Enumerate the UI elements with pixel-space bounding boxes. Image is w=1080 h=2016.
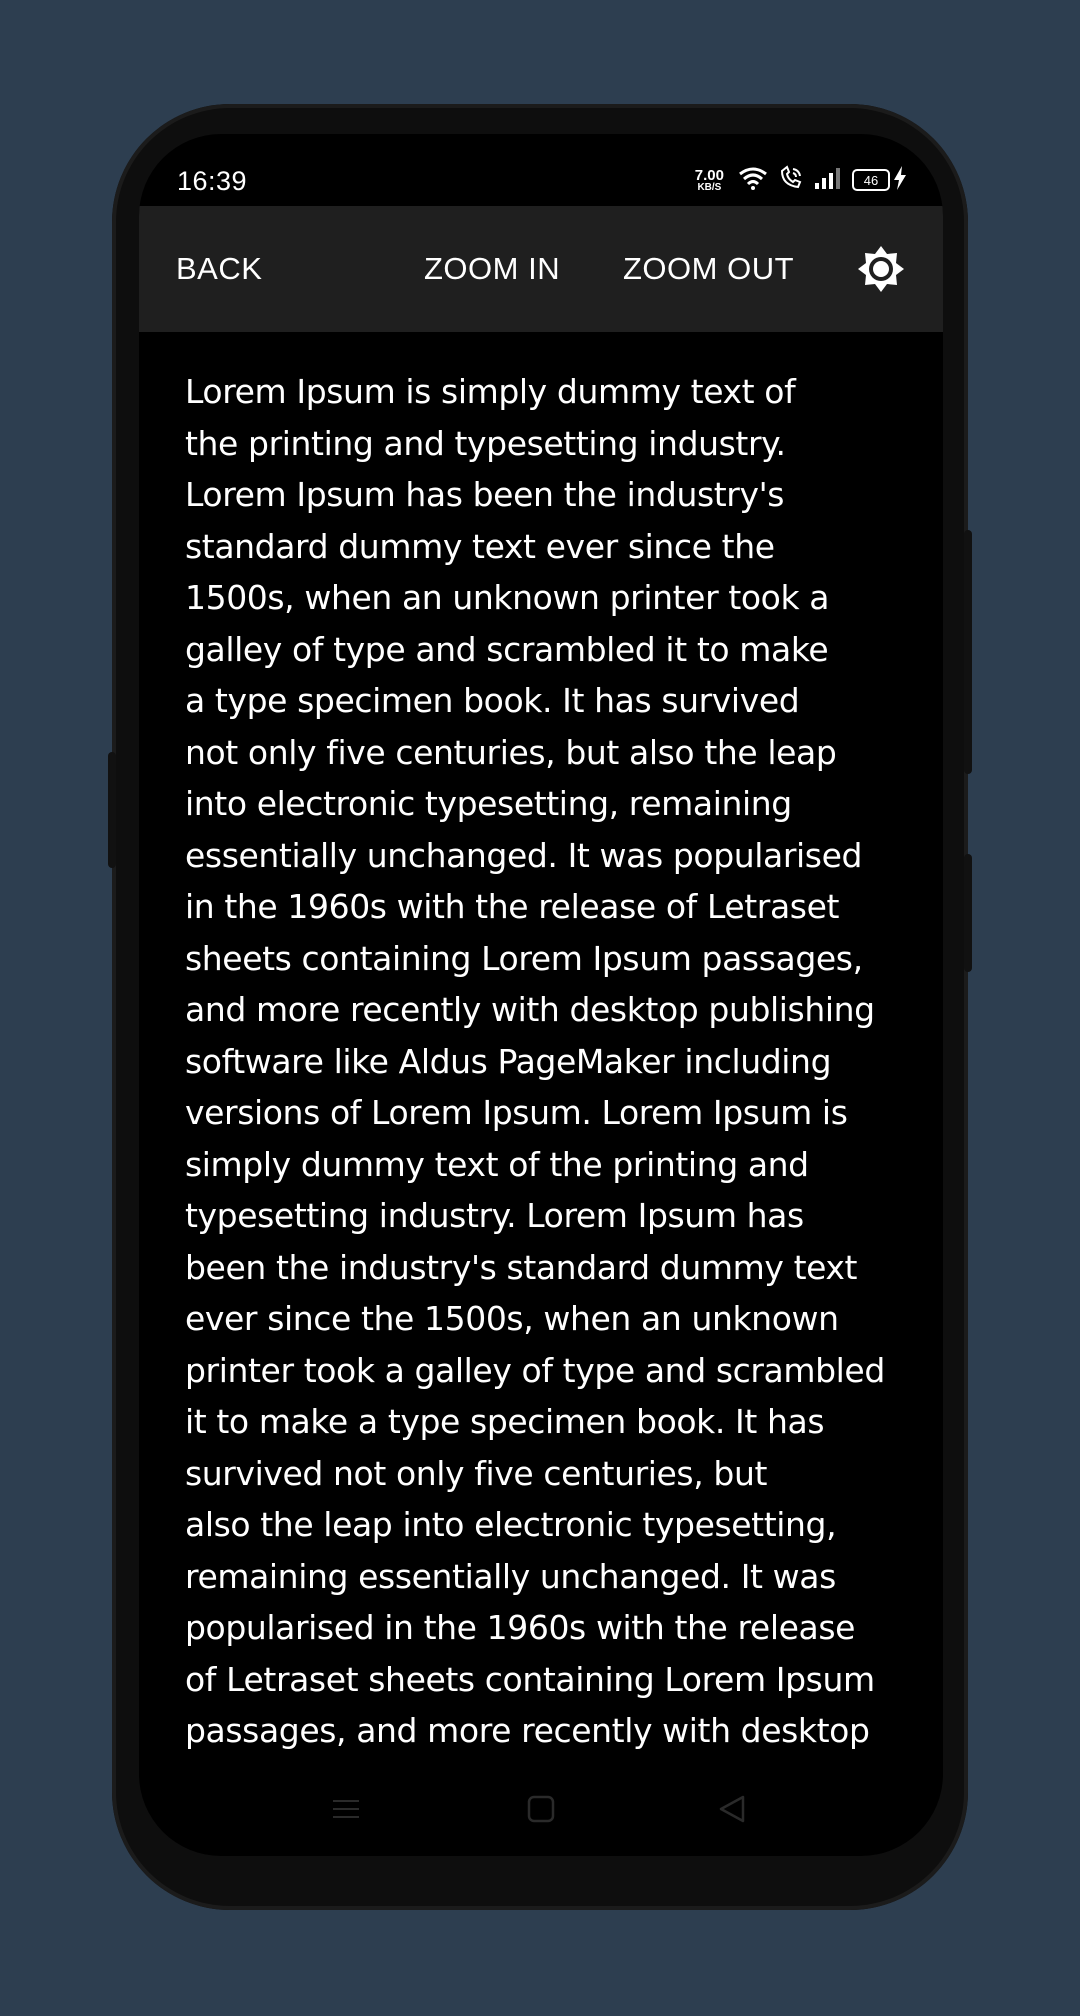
battery-indicator bbox=[852, 166, 907, 195]
text-line: 1500s, when an unknown printer took a bbox=[185, 578, 830, 617]
brightness-icon[interactable] bbox=[856, 206, 906, 332]
text-line: printer took a galley of type and scrambled bbox=[185, 1350, 885, 1390]
text-line: a type specimen book. It has survived bbox=[185, 681, 800, 720]
text-line: not only five centuries, but also the leap bbox=[185, 732, 837, 772]
network-speed bbox=[695, 168, 724, 193]
text-line: essentially unchanged. It was popularised bbox=[185, 835, 863, 875]
text-line: also the leap into electronic typesetting, bbox=[185, 1505, 837, 1544]
status-time: 16:39 bbox=[177, 166, 248, 196]
menu-icon[interactable] bbox=[331, 1794, 361, 1829]
back-button[interactable]: BACK bbox=[176, 251, 263, 286]
volume-button bbox=[108, 752, 116, 868]
signal-icon bbox=[814, 167, 842, 194]
network-speed-unit: KB/S bbox=[697, 181, 722, 193]
power-button bbox=[964, 530, 972, 774]
top-toolbar bbox=[139, 206, 943, 332]
text-line: Lorem Ipsum has been the industry's bbox=[185, 475, 785, 514]
charging-icon bbox=[893, 166, 907, 195]
text-line: it to make a type specimen book. It has bbox=[185, 1402, 825, 1441]
text-line: typesetting industry. Lorem Ipsum has bbox=[185, 1196, 804, 1235]
battery-level: 46 bbox=[852, 169, 890, 191]
status-icons bbox=[695, 164, 907, 196]
text-line: survived not only five centuries, but bbox=[185, 1453, 768, 1493]
text-line: ever since the 1500s, when an unknown bbox=[185, 1299, 839, 1338]
text-line: and more recently with desktop publishing bbox=[185, 990, 875, 1029]
network-speed-value: 7.00 bbox=[694, 166, 724, 184]
wifi-icon bbox=[738, 166, 768, 195]
text-line: popularised in the 1960s with the release bbox=[185, 1608, 856, 1647]
wifi-call-icon bbox=[778, 165, 804, 196]
side-button bbox=[964, 854, 972, 972]
text-line: of Letraset sheets containing Lorem Ipsum bbox=[185, 1659, 875, 1699]
status-bar bbox=[139, 134, 943, 206]
back-triangle-icon[interactable] bbox=[717, 1794, 747, 1829]
text-line: software like Aldus PageMaker including bbox=[185, 1041, 832, 1081]
text-line: passages, and more recently with desktop bbox=[185, 1711, 870, 1750]
text-line: into electronic typesetting, remaining bbox=[185, 784, 792, 823]
text-line: been the industry's standard dummy text bbox=[185, 1247, 858, 1287]
text-line: sheets containing Lorem Ipsum passages, bbox=[185, 938, 863, 978]
text-line: galley of type and scrambled it to make bbox=[185, 629, 829, 669]
text-line: in the 1960s with the release of Letraset bbox=[185, 887, 840, 926]
home-icon[interactable] bbox=[526, 1794, 556, 1829]
text-line: versions of Lorem Ipsum. Lorem Ipsum is bbox=[185, 1093, 848, 1132]
text-line: simply dummy text of the printing and bbox=[185, 1144, 809, 1184]
zoom-in-button[interactable]: ZOOM IN bbox=[424, 251, 561, 286]
text-line: Lorem Ipsum is simply dummy text of bbox=[185, 372, 796, 411]
navigation-bar bbox=[139, 1772, 943, 1856]
reader-text bbox=[185, 366, 905, 1757]
zoom-out-button[interactable]: ZOOM OUT bbox=[623, 251, 795, 286]
phone-screen bbox=[139, 134, 943, 1856]
text-line: standard dummy text ever since the bbox=[185, 526, 775, 566]
text-line: remaining essentially unchanged. It was bbox=[185, 1556, 836, 1596]
text-line: the printing and typesetting industry. bbox=[185, 423, 786, 463]
